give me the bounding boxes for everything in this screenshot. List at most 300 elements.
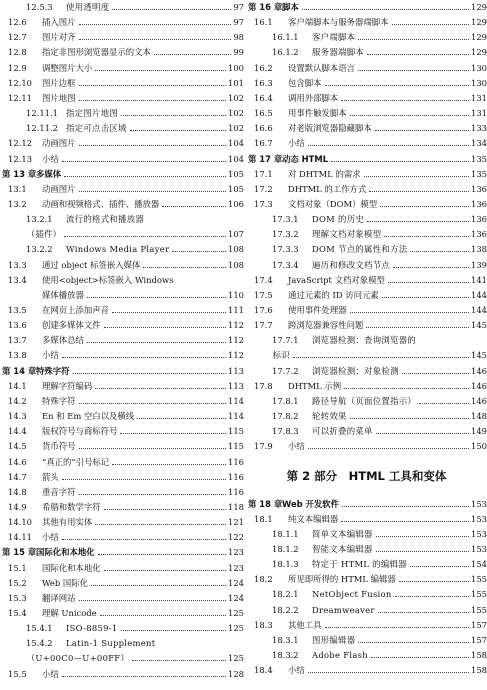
toc-entry-number: 14.8 [8,486,27,497]
toc-entry[interactable] [246,31,487,44]
toc-entry-number: 17.7 [254,320,273,331]
dot-leader [367,54,469,55]
toc-entry-page: 125 [228,653,244,664]
toc-entry-title: 指定可点击区域 [66,123,127,134]
toc-entry-title: 使用透明度 [66,2,110,12]
toc-entry-title: 版权符号与商标符号 [42,426,118,437]
toc-entry-title: 理解文档对象模型 [312,229,382,240]
toc-entry[interactable] [0,259,244,272]
toc-entry[interactable] [246,198,487,211]
toc-entry[interactable] [246,543,487,556]
toc-entry-title: 文档对象（DOM）模型 [288,198,378,209]
toc-entry[interactable] [0,380,244,393]
toc-entry-page: 129 [471,47,487,58]
toc-entry-title: 媒体播放器 [42,289,84,300]
toc-entry[interactable] [246,77,487,90]
dot-leader [331,161,469,162]
toc-entry-page: 102 [228,123,244,134]
toc-entry-number: 17.3.3 [272,244,299,255]
toc-entry[interactable] [0,289,244,302]
dot-leader [79,448,227,449]
toc-entry[interactable] [246,319,487,332]
toc-entry-number: 18.2 [254,574,273,585]
toc-entry[interactable] [0,107,244,120]
toc-entry[interactable] [0,456,244,469]
dot-leader [376,551,469,552]
dot-leader [112,312,226,313]
toc-entry-page: 115 [228,441,244,452]
dot-leader [410,566,469,567]
toc-entry-title: 动画和视频格式、插件、播放器 [42,198,160,209]
toc-entry[interactable] [246,588,487,601]
toc-entry-number: 14.3 [8,411,27,422]
toc-entry-number: 第 18 章 [248,498,283,509]
toc-entry-page: 135 [471,168,487,179]
toc-entry-page: 146 [471,380,487,391]
toc-entry-page: 101 [228,77,244,88]
dot-leader [162,206,226,207]
toc-entry-page: 158 [471,650,487,660]
toc-entry[interactable] [246,168,487,181]
toc-entry-title: 多媒体总结 [42,335,84,346]
toc-entry-number: 17.3 [254,198,273,209]
toc-entry-title: 服务器端脚本 [312,47,365,58]
dot-leader [62,676,226,677]
toc-entry[interactable] [246,619,487,632]
toc-entry-page: 128 [228,668,244,679]
toc-entry-title: 路径导航（页面位置指示） [312,395,417,406]
toc-entry-number: 12.11 [8,92,32,103]
toc-entry-number: 第 14 章 [2,365,37,376]
toc-entry-page: 133 [471,123,487,134]
toc-entry-page: 153 [471,498,487,509]
toc-entry[interactable] [246,573,487,586]
toc-entry-number: 17.1 [254,168,273,179]
toc-entry[interactable] [246,107,487,120]
toc-entry-number: 13.3 [8,259,27,270]
toc-entry-title: 使用事件处理器 [288,305,347,315]
toc-entry-number: 17.8 [254,380,273,391]
toc-entry-page: 105 [228,168,244,179]
toc-entry[interactable] [246,513,487,526]
toc-entry-title: 客户端脚本与服务器端脚本 [288,17,389,28]
toc-entry-title: 通过元素的 ID 访问元素 [288,289,379,300]
toc-entry[interactable] [0,31,244,44]
toc-entry-page: 154 [471,559,487,570]
toc-entry[interactable] [246,259,487,272]
toc-entry[interactable] [0,153,244,166]
toc-entry-title: 重音字符 [42,486,76,497]
toc-entry-title: 特殊字符 [42,395,76,406]
toc-entry-number: 16.1.2 [272,47,299,58]
toc-entry[interactable] [246,334,487,347]
toc-entry-page: 97 [233,2,244,12]
toc-entry-page: 118 [228,501,244,512]
toc-entry-title: 创建多媒体文件 [42,320,101,331]
toc-entry[interactable] [0,137,244,150]
toc-entry[interactable] [246,183,487,196]
toc-entry[interactable] [0,531,244,544]
toc-entry[interactable] [0,501,244,514]
toc-entry-number: 15.4.1 [26,623,53,634]
toc-entry-title: DOM 的历史 [312,214,365,225]
toc-entry-title: 纯文本编辑器 [288,513,339,524]
toc-entry-number: 16.7 [254,138,273,149]
toc-entry[interactable] [0,168,244,181]
toc-entry-title: 所见即所得的 HTML 编辑器 [288,574,396,585]
toc-entry[interactable] [0,440,244,453]
toc-entry-page: 124 [228,577,244,588]
dot-leader [121,115,226,116]
toc-entry[interactable] [246,410,487,423]
toc-entry-number: 13.1 [8,183,27,194]
toc-entry-page: 100 [228,62,244,73]
toc-entry-page: 136 [471,229,487,240]
toc-entry-title: DHTML 的工作方式 [288,183,367,194]
toc-entry[interactable] [0,622,244,635]
toc-entry-title: 特殊字符 [36,365,70,376]
toc-entry-title: Latin-1 Supplement [66,638,156,649]
toc-entry-title: 翻译网站 [42,592,76,603]
toc-entry-page: 146 [471,395,487,406]
toc-entry-number: 17.7.2 [272,365,299,376]
toc-entry[interactable] [0,198,244,211]
dot-leader [410,251,469,252]
toc-entry[interactable] [246,46,487,59]
toc-entry[interactable] [0,62,244,75]
toc-entry-page: 158 [471,665,487,676]
toc-entry[interactable] [246,649,487,662]
toc-entry-title: 轮转效果 [312,411,347,422]
dot-leader [95,388,226,389]
toc-entry-title: 浏览器检测：查询浏览器的 [312,335,417,346]
toc-entry-number: 18.1.3 [272,559,299,570]
toc-entry[interactable] [246,16,487,29]
toc-entry-number: 15.4.2 [26,638,53,649]
toc-entry[interactable] [0,334,244,347]
toc-entry-number: 15.5 [8,668,27,679]
toc-entry[interactable] [0,637,244,650]
toc-entry[interactable] [246,395,487,408]
toc-entry[interactable] [246,62,487,75]
toc-entry-page: 129 [471,17,487,28]
toc-entry-page: 97 [233,17,244,28]
toc-entry-number: 16.3 [254,77,273,88]
dot-leader [384,236,469,237]
toc-entry[interactable] [0,546,244,559]
toc-entry-title: 设置默认脚本语言 [288,62,355,73]
toc-entry[interactable] [0,274,244,287]
toc-entry-page: 144 [471,305,487,315]
toc-entry-title: 小结 [288,138,305,149]
toc-entry-title: Adobe Flash [312,650,368,660]
toc-entry-title: 对老版浏览器隐藏脚本 [288,123,372,134]
toc-entry-page: 116 [228,456,244,467]
dot-leader [104,327,226,328]
toc-entry-number: 14.5 [8,441,27,452]
toc-entry-page: 130 [471,77,487,88]
dot-leader [308,145,469,146]
dot-leader [87,297,226,298]
toc-entry-title: NetObject Fusion [312,589,392,600]
toc-entry[interactable] [0,410,244,423]
toc-entry-page: 144 [471,289,487,300]
toc-entry[interactable] [246,122,487,135]
toc-entry-page: 136 [471,198,487,209]
dot-leader [87,342,226,343]
toc-entry[interactable] [0,395,244,408]
toc-entry-number: 第 16 章 [248,2,283,12]
toc-entry-title: 客户端脚本 [312,32,356,43]
toc-entry-number: 13.6 [8,320,27,331]
toc-entry-number: 13.2.1 [26,214,53,225]
toc-entry-page: 116 [228,471,244,482]
toc-entry-number: 17.2 [254,183,273,194]
toc-entry-title: 指定非图形浏览器显示的文本 [42,47,151,58]
toc-entry[interactable] [0,425,244,438]
toc-entry-title: （U+00C0—U+00FF） [26,653,130,664]
toc-entry-page: 150 [471,441,487,452]
toc-entry-number: 18.1 [254,513,273,524]
toc-entry[interactable] [0,228,244,241]
toc-entry-page: 153 [471,543,487,554]
toc-entry-title: 动态 HTML [282,153,329,164]
toc-entry-number: 17.4 [254,274,273,285]
toc-entry-number: 18.3.1 [272,634,299,645]
toc-entry[interactable] [246,137,487,150]
toc-entry-title: JavaScript 文档对象模型 [288,274,385,285]
toc-entry-title: 货币符号 [42,441,76,452]
toc-entry-title: 对 DHTML 的需求 [288,168,361,179]
toc-entry-page: 108 [228,259,244,270]
toc-entry-title: 国际化和本地化 [42,562,101,573]
toc-entry-number: 13.8 [8,350,27,361]
toc-entry-title: 图片边框 [42,77,76,88]
toc-entry-page: 123 [228,562,244,573]
dot-leader [364,176,469,177]
toc-entry-page: 102 [228,92,244,103]
toc-entry-number: 12.7 [8,32,27,43]
part-heading: 第 2 部分 HTML 工具和变体 [286,468,447,483]
toc-entry-number: 12.6 [8,17,27,28]
toc-entry-number: 12.8 [8,47,27,58]
toc-entry[interactable] [0,16,244,29]
toc-entry-number: 17.8.2 [272,411,299,422]
toc-entry-page: 153 [471,528,487,539]
toc-entry-number: 15.4 [8,608,27,618]
toc-entry[interactable] [0,365,244,378]
toc-entry-title: 跨浏览器兼容性问题 [288,320,364,331]
toc-entry[interactable] [0,471,244,484]
toc-entry-page: 110 [228,289,244,300]
toc-entry[interactable] [0,213,244,226]
toc-entry-number: 13.2.2 [26,244,53,255]
toc-entry-title: Dreamweaver [312,604,375,615]
toc-entry-number: 14.4 [8,426,27,437]
toc-entry-number: 18.2.2 [272,604,299,615]
dot-leader [369,191,469,192]
dot-leader [62,161,226,162]
toc-entry-title: 小结 [42,153,59,164]
dot-leader [367,221,469,222]
toc-entry-page: 157 [471,619,487,630]
toc-entry-page: 131 [471,92,487,103]
toc-entry[interactable] [246,92,487,105]
dot-leader [342,506,469,507]
toc-entry[interactable] [246,289,487,302]
dot-leader [121,630,226,631]
toc-entry-page: 136 [471,214,487,225]
toc-entry-title: 流行的格式和播放器 [66,214,145,225]
toc-entry-page: 134 [471,138,487,149]
dot-leader [375,130,469,131]
toc-entry-number: 第 17 章 [248,153,283,164]
toc-entry[interactable] [246,365,487,378]
dot-leader [350,312,469,313]
toc-entry[interactable] [0,46,244,59]
toc-entry-title: 调用外部脚本 [288,92,339,103]
toc-entry[interactable] [246,528,487,541]
dot-leader [399,581,469,582]
toc-entry-page: 157 [471,634,487,645]
toc-entry-title: 遍历和修改文档节点 [312,259,391,270]
dot-leader [79,100,227,101]
dot-leader [395,596,469,597]
toc-entry-number: 14.2 [8,395,27,406]
toc-entry-page: 155 [471,589,487,600]
dot-leader [79,494,227,495]
toc-entry-title: 其他工具 [288,619,322,630]
toc-entry[interactable] [246,440,487,453]
toc-entry[interactable] [0,592,244,605]
toc-entry[interactable] [0,516,244,529]
toc-entry[interactable] [0,577,244,590]
toc-entry-title: 国际化和本地化 [36,547,95,558]
toc-entry-page: 129 [471,2,487,12]
toc-entry-page: 123 [228,547,244,558]
toc-entry-page: 99 [233,47,244,58]
toc-entry[interactable] [246,349,487,362]
dot-leader [358,642,469,643]
toc-entry[interactable] [246,274,487,287]
toc-entry-number: 14.11 [8,532,32,543]
toc-entry[interactable] [0,486,244,499]
toc-entry[interactable] [246,1,487,14]
toc-entry-page: 129 [471,32,487,43]
toc-entry-title: En 和 Em 空白以及横线 [42,411,135,422]
toc-entry-title: DHTML 示例 [288,380,342,391]
toc-entry-page: 125 [228,623,244,634]
toc-entry-page: 114 [228,395,244,406]
toc-entry[interactable] [0,92,244,105]
toc-entry-title: 在网页上添加声音 [42,305,109,315]
toc-entry[interactable] [246,243,487,256]
dot-leader [79,191,227,192]
toc-entry-title: Windows Media Player [66,244,170,255]
dot-leader [143,267,226,268]
toc-entry-number: 18.1.1 [272,528,299,539]
toc-entry-page: 122 [228,532,244,543]
dot-leader [104,570,226,571]
dot-leader [79,600,227,601]
toc-entry-title: “真正的”引号标记 [42,456,110,467]
toc-entry-title: 希腊和数学字符 [42,501,101,512]
dot-leader [302,9,469,10]
toc-entry[interactable] [246,604,487,617]
toc-entry-title: 动画图片 [42,183,76,194]
toc-entry-title: Web 开发软件 [282,498,340,509]
toc-entry[interactable] [0,319,244,332]
toc-entry-page: 139 [471,259,487,270]
toc-entry-title: 脚本 [282,2,299,12]
dot-leader [376,433,469,434]
toc-entry[interactable] [246,380,487,393]
toc-entry-title: 图片地图 [42,92,76,103]
toc-entry[interactable] [246,153,487,166]
toc-entry-number: 17.3.4 [272,259,299,270]
toc-entry[interactable] [246,213,487,226]
toc-entry[interactable] [0,183,244,196]
toc-entry-page: 113 [228,380,244,391]
dot-leader [62,479,226,480]
toc-entry[interactable] [0,304,244,317]
dot-leader [382,297,469,298]
dot-leader [344,388,469,389]
toc-entry[interactable] [0,122,244,135]
toc-entry[interactable] [246,558,487,571]
toc-entry-number: 17.6 [254,305,273,315]
dot-leader [393,267,469,268]
toc-entry[interactable] [0,562,244,575]
toc-entry-title: 小结 [288,665,305,676]
dot-leader [98,554,226,555]
toc-entry-number: 14.6 [8,456,27,467]
dot-leader [378,612,469,613]
toc-entry-page: 130 [471,62,487,73]
toc-entry-page: 105 [228,183,244,194]
toc-entry-title: 动画图片 [42,138,76,149]
toc-entry[interactable] [0,243,244,256]
toc-entry[interactable] [246,634,487,647]
toc-entry[interactable] [0,349,244,362]
toc-entry-title: 理解 Unicode [42,608,97,618]
toc-entry-number: 18.4 [254,665,273,676]
dot-leader [172,251,226,252]
toc-entry[interactable] [246,425,487,438]
toc-entry-page: 112 [228,350,244,361]
toc-entry-page: 108 [228,244,244,255]
toc-entry-title: 用事件触发脚本 [288,108,347,119]
toc-entry[interactable] [246,304,487,317]
dot-leader [64,236,226,237]
toc-entry[interactable] [0,607,244,620]
toc-entry[interactable] [246,664,487,677]
toc-entry-number: 12.11.1 [26,108,58,119]
toc-entry[interactable] [0,1,244,14]
toc-entry-number: 15.3 [8,592,27,603]
toc-entry[interactable] [246,498,487,511]
toc-entry-title: 浏览器检测：对象检测 [312,365,399,376]
dot-leader [79,24,232,25]
toc-entry[interactable] [0,77,244,90]
toc-entry-number: 17.5 [254,289,273,300]
toc-entry[interactable] [0,668,244,681]
dot-leader [341,100,469,101]
toc-entry-page: 111 [228,305,244,315]
toc-entry[interactable] [246,228,487,241]
toc-entry[interactable] [0,652,244,665]
toc-entry-page: 104 [228,153,244,164]
